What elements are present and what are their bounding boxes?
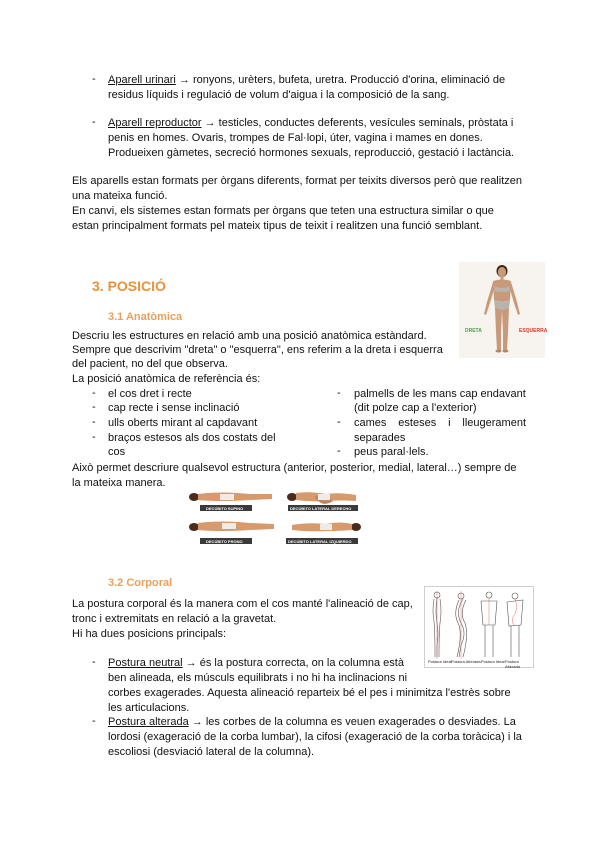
label-right: DRETA — [465, 328, 482, 334]
anatomica-after-line1: Això permet descriure qualsevol estructura (anterior, posterior, medial, lateral…) sempre de — [72, 462, 517, 474]
neutral-line3: corbes exagerades. Aquesta alineació reparteix bé el pes i minimitza l'estrès sobre — [108, 687, 511, 699]
corporal-line3: Hi ha dues posicions principals: — [72, 628, 227, 640]
list-dash: - — [92, 416, 96, 428]
label-supine: DECÚBITO SUPINO — [206, 506, 244, 511]
reproductor-line2: penis en homes. Ovaris, trompes de Fal·lopi, úter, vagina i mames en dones. — [108, 132, 483, 144]
altered-line3: escoliosi (desviació lateral de la columna). — [108, 746, 315, 758]
list-dash: - — [92, 387, 96, 399]
neutral-term: Postura neutral — [108, 657, 183, 669]
posture-label-1: Postura Ideal — [428, 659, 452, 664]
list-dash: - — [92, 431, 96, 443]
anat-left-item-4: braços estesos als dos costats del — [108, 432, 276, 444]
neutral-line1 — [108, 656, 404, 670]
posture-label-4: Postura Alterada — [505, 659, 520, 669]
subheading-anatomica: 3.1 Anatòmica — [108, 311, 183, 323]
subheading-corporal: 3.2 Corporal — [108, 577, 173, 589]
list-dash: - — [92, 116, 96, 128]
altered-line1 — [108, 715, 516, 729]
reproductor-term: Aparell reproductor — [108, 117, 202, 129]
para1-line1: Els aparells estan formats per òrgans diferents, format per teixits diversos però que realitzen — [72, 175, 522, 187]
reproductor-line1 — [108, 116, 526, 130]
list-dash: - — [92, 401, 96, 413]
reproductor-line1-rest: → testicles, conductes deferents, vesícules seminals, pròstata i — [201, 117, 514, 129]
posture-comparison-figure — [424, 586, 534, 668]
anat-right-item-3: cames esteses i lleugerament — [354, 417, 526, 429]
anatomica-line2: Sempre que descrivim "dreta" o "esquerra", ens referim a la dreta i esquerra — [72, 344, 443, 356]
posture-outlines-illustration — [425, 587, 533, 667]
corporal-line2: tronc i extremitats en relació a la gravetat. — [72, 613, 277, 625]
neutral-line2: ben alineada, els músculs equilibrats i no hi ha inclinacions ni — [108, 672, 408, 684]
standing-woman-illustration — [459, 262, 548, 358]
label-lateral-right: DECÚBITO LATERAL DERECHO — [290, 506, 352, 511]
anat-right-item-5: peus paral·lels. — [354, 446, 429, 458]
altered-term: Postura alterada — [108, 716, 189, 728]
urinari-line1-rest: → ronyons, urèters, bufeta, uretra. Producció d'orina, eliminació de — [175, 74, 506, 86]
lying-positions-figure — [180, 488, 370, 550]
anatomica-after-line2: la mateixa manera. — [72, 477, 166, 489]
list-dash: - — [337, 416, 341, 428]
anat-right-item-2: (dit polze cap a l'exterior) — [354, 402, 477, 414]
anatomica-line4: La posició anatòmica de referència és: — [72, 373, 261, 385]
posture-label-3: Postura Ideal — [481, 659, 505, 664]
para1-line2: una mateixa funció. — [72, 190, 168, 202]
posture-label-2: Postura Alterada — [451, 659, 481, 664]
section-heading-posicio: 3. POSICIÓ — [92, 278, 166, 294]
para2-line1: En canvi, els sistemes estan formats per òrgans que teten una estructura similar o que — [72, 205, 494, 217]
anatomica-line1: Descriu les estructures en relació amb una posició anatòmica estàndard. — [72, 330, 427, 342]
anat-left-item-1: el cos dret i recte — [108, 388, 192, 400]
altered-line2: lordosi (exageració de la corba lumbar), la cifosi (exageració de la corba toràcica) i la — [108, 731, 522, 743]
list-dash: - — [92, 715, 96, 727]
urinari-line2: residus líquids i regulació de volum d'aigua i la composició de la sang. — [108, 89, 450, 101]
anatomica-line3: del pacient, no del que observa. — [72, 358, 228, 370]
neutral-line4: les articulacions. — [108, 702, 190, 714]
urinari-term: Aparell urinari — [108, 74, 176, 86]
list-dash: - — [337, 387, 341, 399]
anat-right-item-1: palmells de les mans cap endavant — [354, 388, 526, 400]
corporal-line1: La postura corporal és la manera com el cos manté l'alineació de cap, — [72, 598, 413, 610]
anat-left-item-5: cos — [108, 446, 126, 458]
list-dash: - — [92, 73, 96, 85]
reproductor-line3: Produeixen gàmetes, secreció hormones sexuals, reproducció, gestació i lactància. — [108, 147, 514, 159]
label-left: ESQUERRA — [519, 328, 548, 334]
anat-right-item-4: separades — [354, 432, 406, 444]
anatomical-position-figure — [459, 262, 548, 358]
neutral-line1-rest: → és la postura correcta, on la columna està — [182, 657, 404, 669]
altered-line1-rest: → les corbes de la columna es veuen exagerades o desviades. La — [188, 716, 516, 728]
anat-left-item-3: ulls oberts mirant al capdavant — [108, 417, 258, 429]
label-lateral-left: DECÚBITO LATERAL IZQUIERDO — [288, 539, 352, 544]
urinari-line1 — [108, 73, 526, 87]
list-dash: - — [337, 445, 341, 457]
label-prone: DECÚBITO PRONO — [206, 539, 243, 544]
list-dash: - — [92, 656, 96, 668]
anat-left-item-2: cap recte i sense inclinació — [108, 402, 240, 414]
para2-line2: estan principalment formats pel mateix tipus de teixit i realitzen una funció semblant. — [72, 220, 483, 232]
